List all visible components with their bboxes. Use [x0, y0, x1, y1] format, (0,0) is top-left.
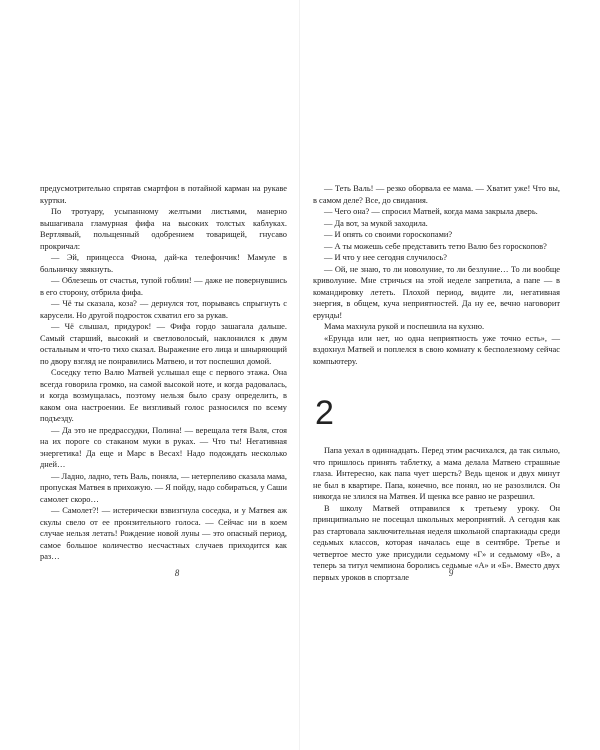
paragraph: — И что у нее сегодня случилось?: [324, 253, 447, 262]
paragraph: В школу Матвей отправился к третьему уроку. Он принципиально не посещал школьных мероприятий. А сегодня как раз стартовала заключительная неделя школьной спартакиады среди седьмых классов, которая началась еще в сентябре. Третье и четвертое место уже присудили седьмому «Г» и седьмому «В», а теперь за титул чемпиона боролись седьмые «А» и «Б». Вместо двух первых уроков в спортзале: [313, 503, 560, 582]
paragraph: — Ладно, ладно, теть Валь, поняла, — нетерпеливо сказала мама, пропуская Матвея в прихожую. — Я пойду, надо собираться, у Саши самолет скоро…: [40, 471, 287, 504]
paragraph: Папа уехал в одиннадцать. Перед этим расчихался, да так сильно, что пришлось принять таблетку, а мама делала Матвею страшные глаза. Интересно, как папа чует шерсть? Ведь щенок и двух минут не был в квартире. Папа, конечно, все понял, но не разозлился. Он никогда не злился на Матвея. И щенка все равно не разрешил.: [313, 446, 560, 501]
paragraph: Соседку тетю Валю Матвей услышал еще с первого этажа. Она всегда говорила громко, на самой высокой ноте, и когда радовалась, и когда возмущалась, поэтому нельзя было сразу определить, в каком она настроении. Ее визгливый голос разносился по всему подъезду.: [40, 368, 287, 423]
page-number-left: 8: [174, 568, 180, 578]
paragraph: — Чё слышал, придурок! — Фифа гордо зашагала дальше. Самый старший, высокий и светловолосый, наклонился к двум остальным и что-то тихо сказал. Выражение его лица и шныряющий по двору взгляд не понравились Матвею, и тот поспешил домой.: [40, 322, 287, 366]
paragraph: — Чего она? — спросил Матвей, когда мама закрыла дверь.: [324, 207, 538, 216]
paragraph: — Облезешь от счастья, тупой гоблин! — даже не повернувшись в его сторону, отбрила фифа.: [40, 276, 287, 297]
right-page: [313, 183, 560, 583]
paragraph: — Чё ты сказала, коза? — дернулся тот, порываясь спрыгнуть с карусели. Но другой подросток схватил его за рукав.: [40, 299, 287, 320]
left-page: [40, 183, 287, 563]
page-gutter: [299, 0, 300, 750]
chapter-number: 2: [315, 394, 334, 432]
paragraph: Мама махнула рукой и поспешила на кухню.: [324, 322, 485, 331]
paragraph: — Эй, принцесса Фиона, дай-ка телефончик! Мамуле в больничку звякнуть.: [40, 253, 287, 274]
paragraph: — А ты можешь себе представить тетю Валю без гороскопов?: [324, 241, 547, 251]
paragraph: — Теть Валь! — резко оборвала ее мама. — Хватит уже! Что вы, в самом деле? Все, до свидания.: [313, 184, 560, 205]
page-number-right: 9: [448, 568, 454, 578]
paragraph: — Самолет?! — истерически взвизгнула соседка, и у Матвея аж скулы свело от ее пронзительного голоса. — Сейчас ни в коем случае нельзя летать! Рождение новой луны — это опасный период, самое большое количество несчастных случаев приходится как раз…: [40, 506, 287, 561]
paragraph: предусмотрительно спрятав смартфон в потайной карман на рукаве куртки.: [40, 184, 287, 205]
paragraph: — Ой, не знаю, то ли новолуние, то ли безлуние… То ли вообще криволуние. Мне стричься на этой неделе запретила, а папе — в командировку лететь. Плохой период, видите ли, негативная энергия, в общем, куча неприятностей. Да ну ее, вечно наговорит ерунды!: [313, 264, 560, 320]
paragraph: «Ерунда или нет, но одна неприятность уже точно есть», — вздохнул Матвей и поплелся в свою комнату к бесполезному сейчас компьютеру.: [313, 333, 560, 366]
paragraph: — И опять со своими гороскопами?: [324, 230, 453, 239]
paragraph: По тротуару, усыпанному желтыми листьями, манерно вышагивала гламурная фифа на высоких толстых каблуках. Вертлявый, польщенный одобрением товарищей, гнусаво прокричал:: [40, 207, 287, 251]
paragraph: — Да вот, за мукой заходила.: [324, 218, 428, 228]
paragraph: — Да это не предрассудки, Полина! — верещала тетя Валя, стоя на их пороге со стаканом муки в руках. — Что ты! Негативная энергетика! Да еще и Марс в Весах! Надо подождать несколько дней…: [40, 425, 287, 469]
